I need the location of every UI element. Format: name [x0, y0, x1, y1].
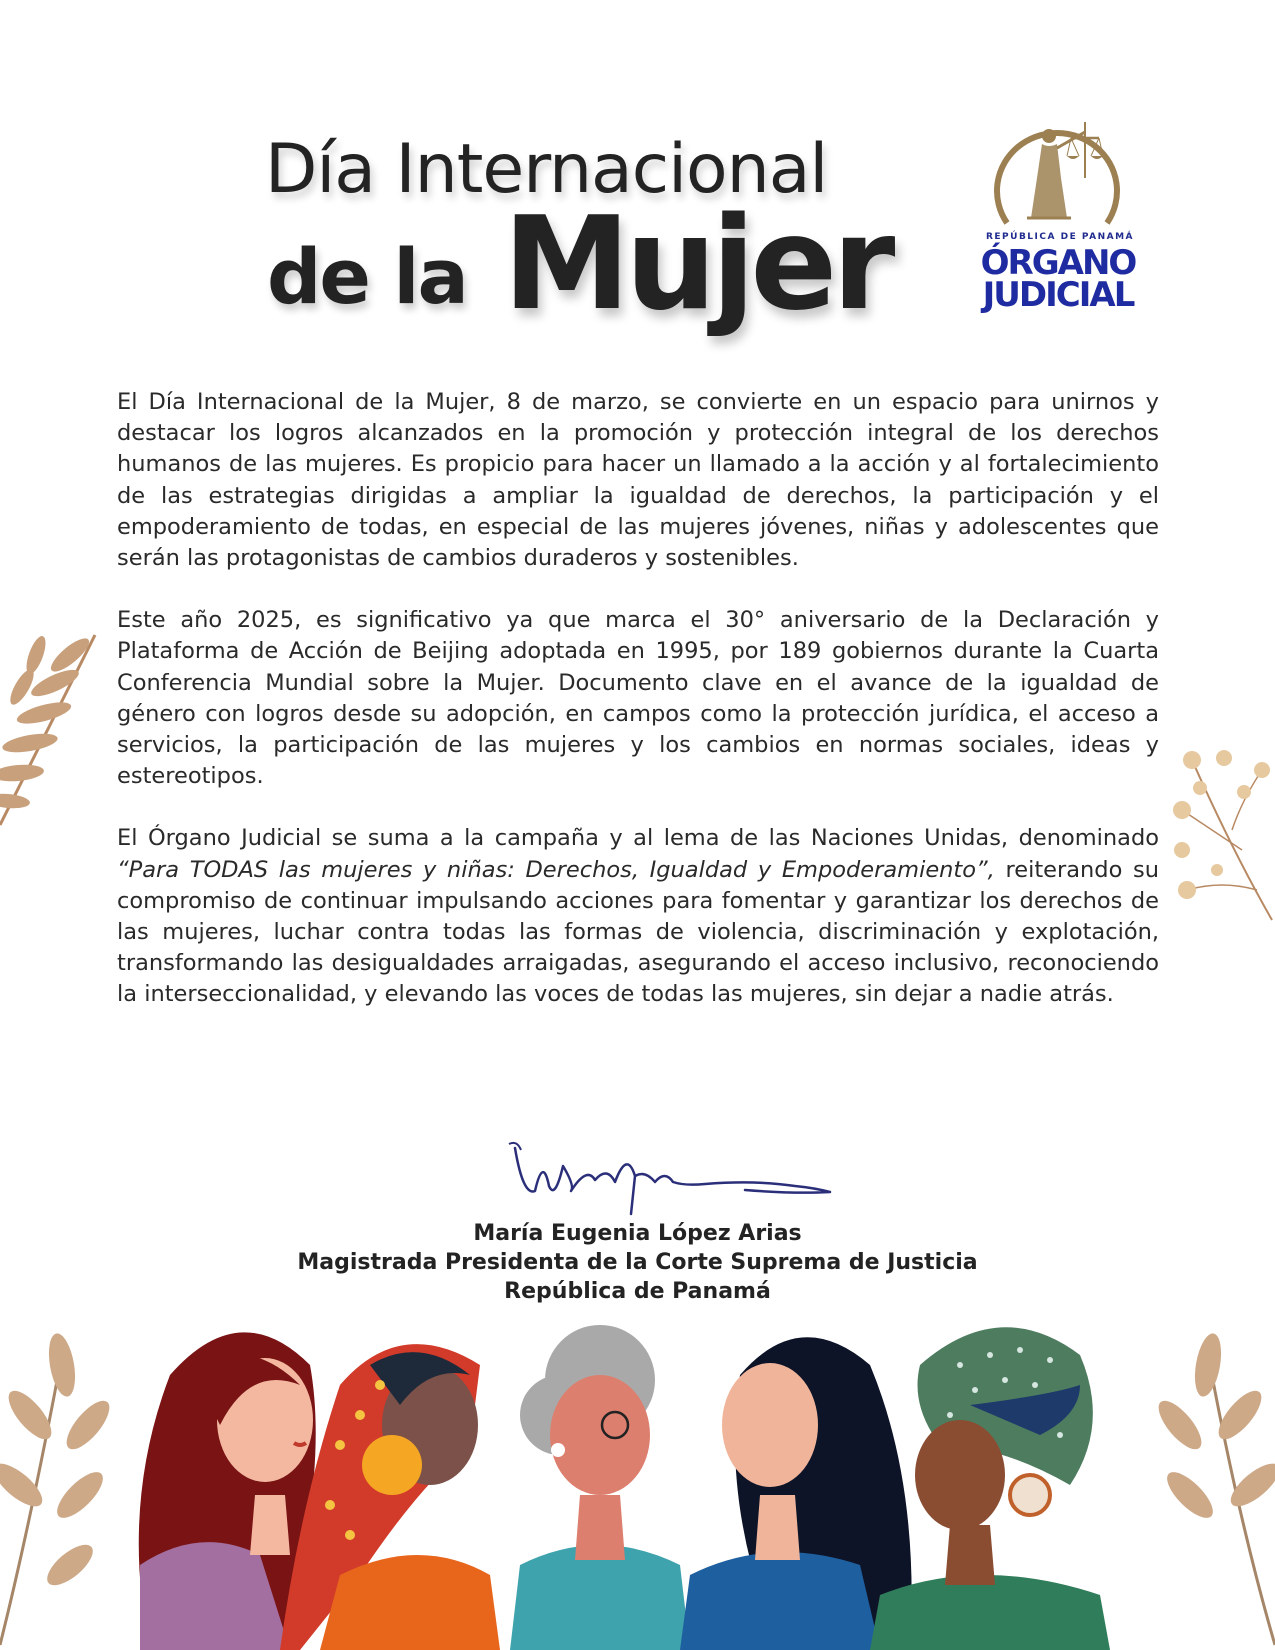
page-title — [255, 120, 925, 360]
signatory-position: Magistrada Presidenta de la Corte Suprema de Justicia — [297, 1250, 978, 1275]
women-illustration — [0, 1325, 1275, 1650]
logo-judicial: JUDICIAL — [982, 275, 1134, 315]
organo-judicial-logo — [975, 108, 1145, 313]
signatory-block — [250, 1219, 1025, 1306]
logo-country-text: REPÚBLICA DE PANAMÁ — [985, 232, 1135, 242]
paragraph-1: El Día Internacional de la Mujer, 8 de marzo, se convierte en un espacio para unirnos y destacar los logros alcanzados en la promoción y protección integral de los derechos humanos de las mujeres. Es propicio para hacer un llamado a la acción y al fortalecimiento de las estrategias dirigidas a ampliar la igualdad de derechos, la participación y el empoderamiento de todas, en especial de las mujeres jóvenes, niñas y adolescentes que serán las protagonistas de cambios duraderos y sostenibles. — [117, 389, 1159, 572]
logo-organo: ÓRGANO — [980, 243, 1136, 283]
paragraph-2: Este año 2025, es significativo ya que marca el 30° aniversario de la Declaración y Plataforma de Acción de Beijing adoptada en 1995, por 189 gobiernos durante la Cuarta Conferencia Mundial sobre la Mujer. Documento clave en el avance de la igualdad de género con logros desde su adopción, en campos como la protección jurídica, el acceso a servicios, la participación de las mujeres y los cambios en normas sociales, ideas y estereotipos. — [117, 607, 1159, 790]
flower-branch-right-icon — [1172, 740, 1275, 930]
statement-body — [117, 387, 1159, 1042]
justice-seal-icon — [987, 108, 1127, 228]
title-de-la: de la — [267, 232, 467, 321]
signatory-country: República de Panamá — [504, 1279, 771, 1304]
leaf-cluster-right-icon — [1152, 1331, 1275, 1645]
leaf-cluster-left-icon — [0, 1331, 116, 1645]
handwritten-signature — [495, 1136, 875, 1216]
paragraph-3 — [117, 823, 1159, 1010]
signatory-name: María Eugenia López Arias — [473, 1221, 802, 1246]
paragraph-3-end: reiterando su compromiso de continuar impulsando acciones para fomentar y garantizar los derechos de las mujeres, luchar contra todas las formas de violencia, discriminación y explotación, transformando las desigualdades arraigadas, asegurando el acceso inclusivo, reconociendo la interseccionalidad, y elevando las voces de todas las mujeres, sin dejar a nadie atrás. — [117, 856, 1159, 1008]
woman-3 — [510, 1325, 690, 1650]
leaf-branch-left-icon — [0, 625, 100, 835]
woman-4 — [680, 1337, 912, 1650]
campaign-slogan: “Para TODAS las mujeres y niñas: Derechos, Igualdad y Empoderamiento”, — [117, 856, 995, 883]
title-line-1: Día Internacional — [265, 130, 828, 209]
woman-5 — [870, 1327, 1110, 1650]
paragraph-3-start: El Órgano Judicial se suma a la campaña y al lema de las Naciones Unidas, denominado — [117, 825, 1159, 852]
title-mujer: Mujer — [503, 190, 891, 339]
